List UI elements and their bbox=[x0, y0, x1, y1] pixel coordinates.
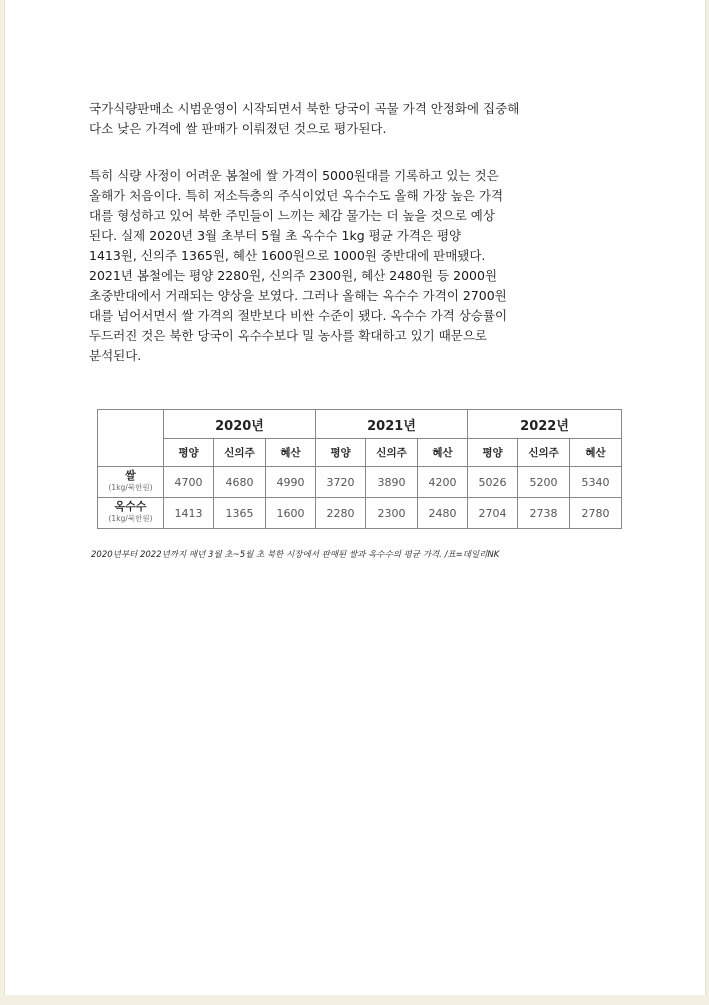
paragraph-2 bbox=[89, 166, 624, 366]
city-header: 평양 bbox=[164, 439, 214, 467]
price-cell: 4200 bbox=[418, 467, 468, 498]
price-cell: 3890 bbox=[366, 467, 418, 498]
table-row-corn bbox=[98, 498, 622, 529]
price-cell: 2738 bbox=[518, 498, 570, 529]
price-cell: 2480 bbox=[418, 498, 468, 529]
price-cell: 1413 bbox=[164, 498, 214, 529]
row-unit: (1kg/북한원) bbox=[108, 514, 153, 523]
price-cell: 3720 bbox=[316, 467, 366, 498]
price-cell: 4700 bbox=[164, 467, 214, 498]
text-line: 분석된다. bbox=[89, 348, 142, 363]
price-table bbox=[97, 409, 622, 529]
text-line: 초중반대에서 거래되는 양상을 보였다. 그러나 올해는 옥수수 가격이 2700원 bbox=[89, 288, 507, 303]
text-line: 국가식량판매소 시범운영이 시작되면서 북한 당국이 곡물 가격 안정화에 집중해 bbox=[89, 101, 520, 116]
city-header: 신의주 bbox=[518, 439, 570, 467]
city-header: 혜산 bbox=[418, 439, 468, 467]
text-line: 두드러진 것은 북한 당국이 옥수수보다 밀 농사를 확대하고 있기 때문으로 bbox=[89, 328, 488, 343]
city-header: 평양 bbox=[316, 439, 366, 467]
table-corner-cell bbox=[98, 410, 164, 467]
text-line: 올해가 처음이다. 특히 저소득층의 주식이었던 옥수수도 올해 가장 높은 가격 bbox=[89, 188, 504, 203]
row-unit: (1kg/북한원) bbox=[108, 483, 153, 492]
text-line: 2021년 봄철에는 평양 2280원, 신의주 2300원, 혜산 2480원 등 2000원 bbox=[89, 268, 498, 283]
text-line: 된다. 실제 2020년 3월 초부터 5월 초 옥수수 1kg 평균 가격은 평양 bbox=[89, 228, 462, 243]
row-header-corn bbox=[98, 498, 164, 529]
price-cell: 2280 bbox=[316, 498, 366, 529]
row-label: 쌀 bbox=[125, 469, 136, 482]
price-cell: 1600 bbox=[266, 498, 316, 529]
text-line: 대를 형성하고 있어 북한 주민들이 느끼는 체감 물가는 더 높을 것으로 예상 bbox=[89, 208, 495, 223]
price-cell: 5200 bbox=[518, 467, 570, 498]
table-row-rice bbox=[98, 467, 622, 498]
text-line: 특히 식량 사정이 어려운 봄철에 쌀 가격이 5000원대를 기록하고 있는 것은 bbox=[89, 168, 499, 183]
price-cell: 4680 bbox=[214, 467, 266, 498]
year-header: 2021년 bbox=[316, 410, 468, 439]
year-header-row bbox=[98, 410, 622, 439]
price-cell: 1365 bbox=[214, 498, 266, 529]
city-header: 혜산 bbox=[570, 439, 622, 467]
text-line: 대를 넘어서면서 쌀 가격의 절반보다 비싼 수준이 됐다. 옥수수 가격 상승률이 bbox=[89, 308, 508, 323]
row-label: 옥수수 bbox=[114, 500, 147, 513]
row-header-rice bbox=[98, 467, 164, 498]
price-cell: 2780 bbox=[570, 498, 622, 529]
price-cell: 4990 bbox=[266, 467, 316, 498]
document-page bbox=[4, 0, 706, 995]
city-header: 평양 bbox=[468, 439, 518, 467]
city-header: 신의주 bbox=[214, 439, 266, 467]
price-cell: 5026 bbox=[468, 467, 518, 498]
city-header-row bbox=[98, 439, 622, 467]
text-line: 1413원, 신의주 1365원, 혜산 1600원으로 1000원 중반대에 판매됐다. bbox=[89, 248, 486, 263]
table-caption: 2020년부터 2022년까지 매년 3월 초~5월 초 북한 시장에서 판매된 쌀과 옥수수의 평균 가격. /표=데일리NK bbox=[91, 550, 500, 560]
price-cell: 2704 bbox=[468, 498, 518, 529]
text-line: 다소 낮은 가격에 쌀 판매가 이뤄졌던 것으로 평가된다. bbox=[89, 121, 387, 136]
year-header: 2022년 bbox=[468, 410, 622, 439]
city-header: 신의주 bbox=[366, 439, 418, 467]
year-header: 2020년 bbox=[164, 410, 316, 439]
price-cell: 2300 bbox=[366, 498, 418, 529]
paragraph-1 bbox=[89, 99, 624, 139]
city-header: 혜산 bbox=[266, 439, 316, 467]
price-cell: 5340 bbox=[570, 467, 622, 498]
